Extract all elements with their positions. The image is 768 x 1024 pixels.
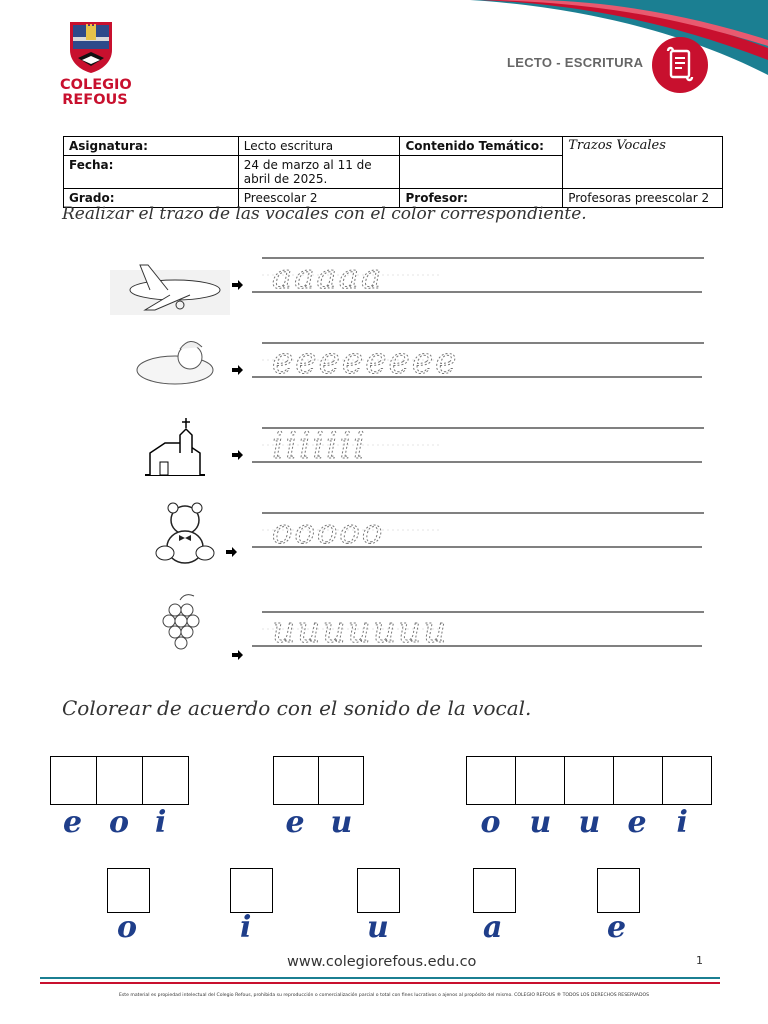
color-box[interactable] (96, 756, 143, 805)
arrow-icon (226, 547, 237, 557)
color-box[interactable] (230, 868, 273, 913)
arrow-icon (232, 365, 243, 375)
vowel-letter: o (117, 910, 138, 945)
color-box[interactable] (357, 868, 400, 913)
trace-row (163, 595, 704, 660)
contenido-label: Contenido Temático: (400, 137, 563, 156)
arrow-icon (232, 280, 243, 290)
color-box[interactable] (564, 756, 614, 805)
vowel-letter: u (529, 805, 552, 840)
profesor-value: Profesoras preescolar 2 (563, 189, 723, 208)
color-box[interactable] (613, 756, 663, 805)
vowel-letter: u (578, 805, 601, 840)
color-box[interactable] (515, 756, 565, 805)
asignatura-value: Lecto escritura (238, 137, 400, 156)
color-box[interactable] (273, 756, 319, 805)
traced-letters: iiiiiii (272, 426, 367, 467)
color-box[interactable] (466, 756, 516, 805)
website-url: www.colegiorefous.edu.co (287, 954, 477, 970)
color-box[interactable] (597, 868, 640, 913)
fecha-label: Fecha: (64, 156, 239, 189)
color-box[interactable] (50, 756, 97, 805)
vowel-letter: a (483, 910, 503, 945)
vowel-letter: u (367, 910, 389, 945)
vowel-letter: e (63, 805, 83, 840)
trace-row (145, 418, 704, 475)
color-box[interactable] (473, 868, 516, 913)
vowel-letter: i (676, 805, 688, 840)
teddy-bear-icon (156, 503, 214, 563)
vowel-letter: e (285, 805, 305, 840)
color-box[interactable] (107, 868, 150, 913)
church-icon (145, 418, 205, 475)
contenido-value: Trazos Vocales (563, 137, 723, 189)
vowel-letter: u (330, 805, 353, 840)
trace-row (156, 503, 704, 563)
traced-letters: aaaaa (272, 257, 384, 297)
vowel-letter: i (155, 805, 167, 840)
color-box[interactable] (318, 756, 364, 805)
school-shield-logo (68, 20, 114, 74)
color-instruction: Colorear de acuerdo con el sonido de la vocal. (62, 696, 532, 720)
footer-stripe (40, 975, 720, 987)
arrow-icon (232, 450, 243, 460)
traced-letters: uuuuuuu (272, 610, 449, 651)
vowel-letter: e (607, 910, 627, 945)
color-box[interactable] (142, 756, 189, 805)
empty-cell (400, 156, 563, 189)
arrow-icon (232, 650, 243, 660)
vowel-letter: e (627, 805, 647, 840)
grapes-icon (163, 595, 199, 649)
scroll-icon (651, 36, 709, 94)
tracing-exercise (0, 240, 768, 660)
trace-instruction: Realizar el trazo de las vocales con el color correspondiente. (62, 204, 587, 224)
grado-value: Preescolar 2 (238, 189, 400, 208)
sleeping-dwarf-icon (137, 341, 213, 384)
fecha-value: 24 de marzo al 11 de abril de 2025. (238, 156, 400, 189)
profesor-label: Profesor: (400, 189, 563, 208)
subject-label: LECTO - ESCRITURA (507, 55, 644, 70)
traced-letters: ooooo (272, 512, 385, 552)
vowel-letter: o (480, 805, 501, 840)
info-table (63, 136, 723, 208)
airplane-icon (110, 265, 230, 315)
legal-notice: Este material es propiedad intelectual del Colegio Refous, prohibida su reproducción o comercialización parcial o total con fines lucrativos o ajenos al propósito del mismo. COLEGIO REFOUS ® TODOS LOS DERECHOS RESERVADOS (118, 993, 650, 998)
coloring-boxes (0, 740, 768, 960)
vowel-letter: o (109, 805, 130, 840)
trace-row (137, 341, 704, 384)
page-number: 1 (696, 954, 703, 967)
school-name: COLEGIO REFOUS (60, 77, 132, 108)
traced-letters: eeeeeeee (272, 341, 459, 382)
grado-label: Grado: (64, 189, 239, 208)
vowel-letter: i (240, 910, 252, 945)
asignatura-label: Asignatura: (64, 137, 239, 156)
color-box[interactable] (662, 756, 712, 805)
trace-row (110, 257, 704, 315)
